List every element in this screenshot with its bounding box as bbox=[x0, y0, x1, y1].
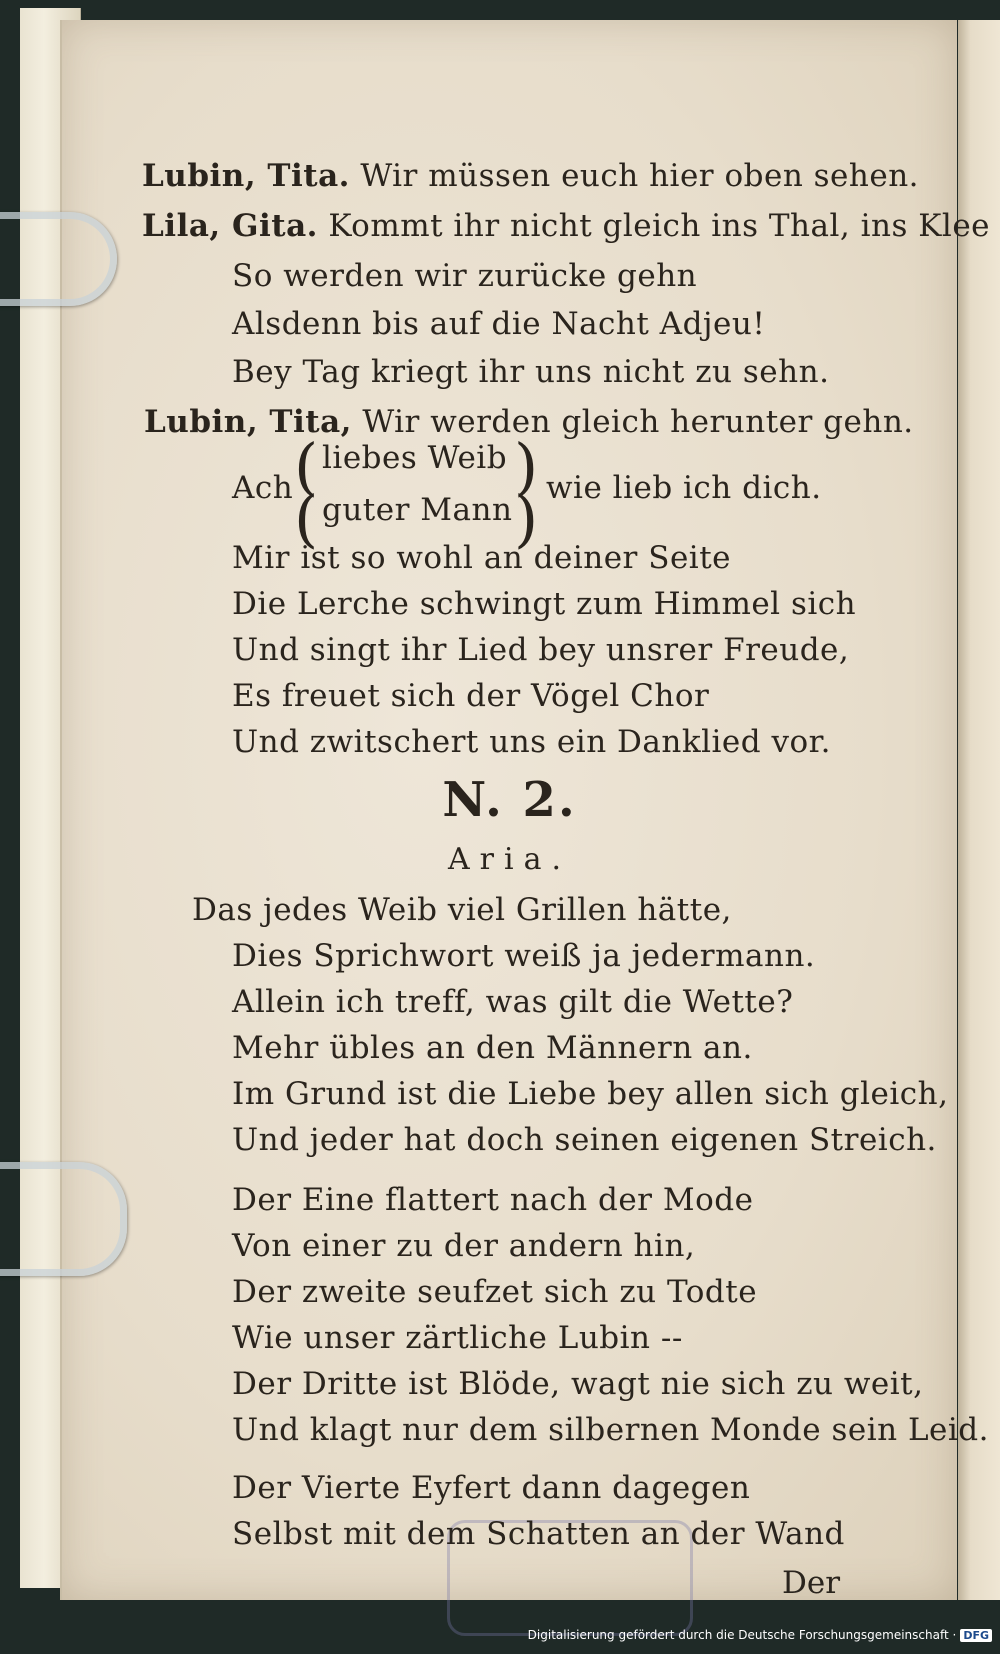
verse-line: Allein ich treff, was gilt die Wette? bbox=[232, 984, 794, 1020]
verse-line: Im Grund ist die Liebe bey allen sich gleich, bbox=[232, 1076, 949, 1112]
verse-line: Mir ist so wohl an deiner Seite bbox=[232, 540, 732, 576]
facing-page-edge bbox=[958, 20, 1000, 1600]
verse-line: Mehr übles an den Männern an. bbox=[232, 1030, 753, 1066]
duet-option-1: liebes Weib bbox=[322, 440, 508, 476]
verse-line: Selbst mit dem Schatten an der Wand bbox=[232, 1516, 845, 1552]
verse-line: Und jeder hat doch seinen eigenen Streich. bbox=[232, 1122, 937, 1158]
verse-line: Es freuet sich der Vögel Chor bbox=[232, 678, 710, 714]
verse-line: Der Eine flattert nach der Mode bbox=[232, 1182, 754, 1218]
digitization-credit bbox=[528, 1628, 992, 1648]
catchword: Der bbox=[782, 1565, 841, 1601]
verse-line: Und singt ihr Lied bey unsrer Freude, bbox=[232, 632, 850, 668]
bracket-right-1: ) bbox=[514, 430, 539, 503]
verse-text: Wir werden gleich herunter gehn. bbox=[362, 404, 914, 440]
paper-clip-bottom bbox=[0, 1162, 127, 1276]
duet-rest: wie lieb ich dich. bbox=[546, 470, 822, 506]
speaker-label: Lubin, Tita. bbox=[142, 158, 350, 194]
verse-text: Wir müssen euch hier oben sehen. bbox=[360, 158, 920, 194]
verse-line: Und klagt nur dem silbernen Monde sein Leid. bbox=[232, 1412, 989, 1448]
bracket-right-2: ) bbox=[514, 482, 539, 555]
verse-line bbox=[142, 158, 919, 194]
speaker-label: Lubin, Tita, bbox=[144, 404, 352, 440]
verse-line: Dies Sprichwort weiß ja jedermann. bbox=[232, 938, 816, 974]
credit-text: Digitalisierung gefördert durch die Deutsche Forschungsgemeinschaft · bbox=[527, 1628, 957, 1642]
bracket-left-2: ( bbox=[294, 482, 319, 555]
verse-line: Der zweite seufzet sich zu Todte bbox=[232, 1274, 758, 1310]
verse-line bbox=[142, 208, 990, 244]
dfg-logo: DFG bbox=[960, 1629, 992, 1642]
book-page bbox=[60, 20, 991, 1601]
paper-clip-top bbox=[0, 212, 117, 306]
verse-line: Bey Tag kriegt ihr uns nicht zu sehn. bbox=[232, 354, 830, 390]
section-title: Aria. bbox=[447, 842, 572, 877]
verse-line: Der Vierte Eyfert dann dagegen bbox=[232, 1470, 751, 1506]
section-number: N. 2. bbox=[442, 772, 577, 828]
verse-line: Von einer zu der andern hin, bbox=[232, 1228, 696, 1264]
speaker-label: Lila, Gita. bbox=[142, 208, 318, 244]
duet-ach: Ach bbox=[232, 470, 294, 506]
verse-line: Der Dritte ist Blöde, wagt nie sich zu weit, bbox=[232, 1366, 924, 1402]
verse-line: Und zwitschert uns ein Danklied vor. bbox=[232, 724, 831, 760]
verse-line: So werden wir zurücke gehn bbox=[232, 258, 698, 294]
verse-text: Kommt ihr nicht gleich ins Thal, ins Klee bbox=[328, 208, 991, 244]
duet-option-2: guter Mann bbox=[322, 492, 513, 528]
bracket-left-1: ( bbox=[294, 430, 319, 503]
verse-line: Alsdenn bis auf die Nacht Adjeu! bbox=[232, 306, 766, 342]
verse-line: Das jedes Weib viel Grillen hätte, bbox=[192, 892, 732, 928]
verse-line: Wie unser zärtliche Lubin -- bbox=[232, 1320, 683, 1356]
verse-line: Die Lerche schwingt zum Himmel sich bbox=[232, 586, 857, 622]
